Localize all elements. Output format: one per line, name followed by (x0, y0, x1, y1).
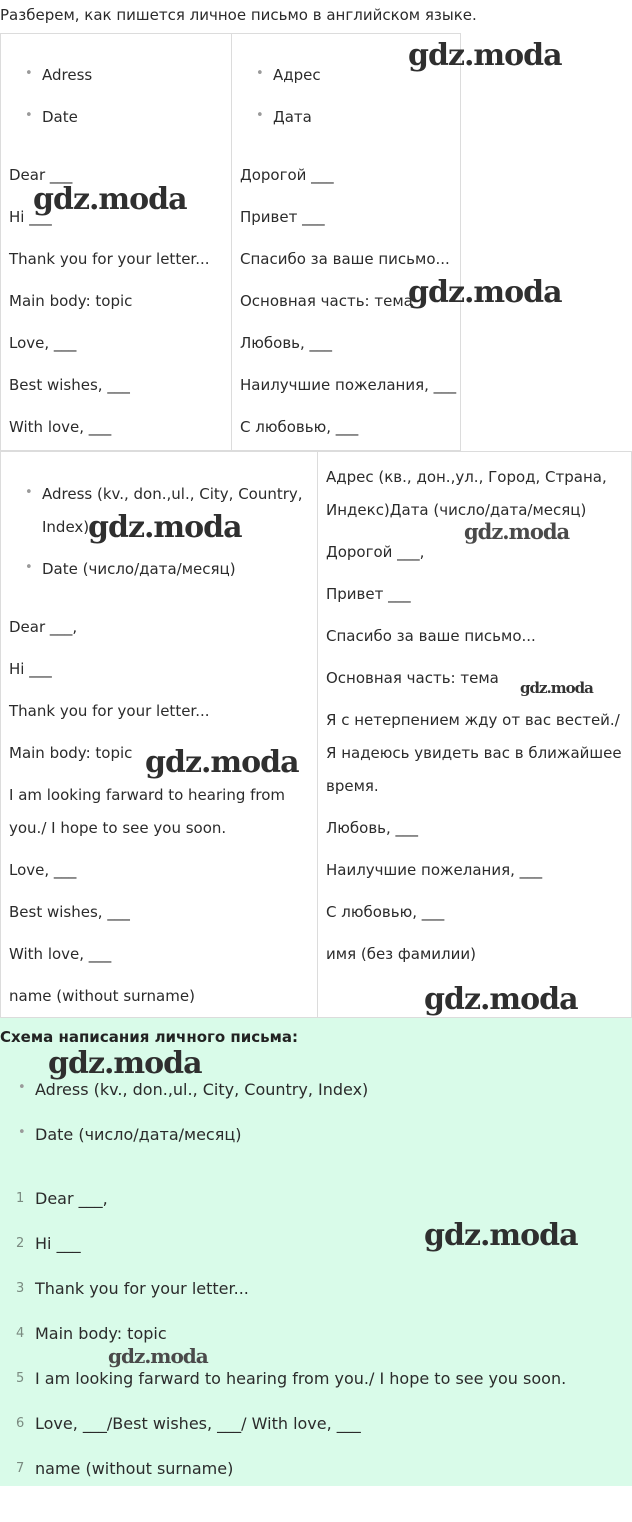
table-line: Привет ___ (240, 208, 325, 226)
table-line: Thank you for your letter... (9, 702, 210, 720)
table-line: Hi ___ (9, 660, 52, 678)
table-line: Best wishes, ___ (9, 903, 130, 921)
table-line: name (without surname) (9, 987, 195, 1005)
table-line: Dear ___, (9, 618, 78, 636)
watermark-logo: gdz.moda (145, 745, 299, 780)
list-item: Love, ___/Best wishes, ___/ With love, ___ (35, 1414, 361, 1433)
watermark-logo: gdz.moda (48, 1046, 202, 1081)
table-line: Я с нетерпением жду от вас вестей./ (326, 711, 620, 729)
table-line: Main body: topic (9, 292, 133, 310)
table-line: Hi ___ (9, 208, 52, 226)
table-line: Love, ___ (9, 334, 77, 352)
table-line: Привет ___ (326, 585, 411, 603)
table-line: С любовью, ___ (240, 418, 359, 436)
table-line: Индекс)Дата (число/дата/месяц) (326, 501, 587, 519)
list-item: name (without surname) (35, 1459, 234, 1478)
table-line: Love, ___ (9, 861, 77, 879)
table-line: Best wishes, ___ (9, 376, 130, 394)
table-line: With love, ___ (9, 418, 112, 436)
list-number: 2 (16, 1236, 25, 1251)
table-line: С любовью, ___ (326, 903, 445, 921)
watermark-logo: gdz.moda (108, 1344, 208, 1368)
watermark-logo: gdz.moda (408, 275, 562, 310)
list-item: • Adress (kv., don.,ul., City, Country, Index) (35, 1080, 368, 1099)
scheme-title: Схема написания личного письма: (0, 1028, 299, 1046)
table-1-english-cell (1, 34, 231, 450)
table-2-english-cell (1, 452, 317, 1017)
table-line: имя (без фамилии) (326, 945, 476, 963)
list-item: • Дата (273, 108, 312, 126)
table-line: Dear ___ (9, 166, 73, 184)
scheme-panel (0, 1018, 632, 1486)
table-line: I am looking farward to hearing from (9, 786, 286, 804)
watermark-logo: gdz.moda (33, 182, 187, 217)
table-line: you./ I hope to see you soon. (9, 819, 227, 837)
list-item: Main body: topic (35, 1324, 167, 1343)
list-item: • Adress (kv., don.,ul., City, Country, (42, 485, 303, 503)
table-1-russian-cell (231, 34, 460, 450)
table-line: Любовь, ___ (240, 334, 333, 352)
watermark-logo: gdz.moda (520, 679, 593, 697)
list-number: 7 (16, 1461, 25, 1476)
list-number: 5 (16, 1371, 25, 1386)
list-item: • Date (42, 108, 78, 126)
list-item: Thank you for your letter... (35, 1279, 249, 1298)
watermark-logo: gdz.moda (464, 519, 570, 544)
table-line: Наилучшие пожелания, ___ (240, 376, 457, 394)
table-line: Наилучшие пожелания, ___ (326, 861, 543, 879)
watermark-logo: gdz.moda (424, 982, 578, 1017)
table-line: Любовь, ___ (326, 819, 419, 837)
table-line: Дорогой ___ (240, 166, 334, 184)
list-number: 6 (16, 1416, 25, 1431)
table-line: Основная часть: тема (326, 669, 499, 687)
list-item: • Адрес (273, 66, 321, 84)
list-item: I am looking farward to hearing from you./ I hope to see you soon. (35, 1369, 567, 1388)
table-line: Дорогой ___, (326, 543, 425, 561)
list-item: • Adress (42, 66, 92, 84)
list-item: • Date (число/дата/месяц) (42, 560, 236, 578)
intro-text: Разберем, как пишется личное письмо в английском языке. (0, 6, 477, 24)
watermark-logo: gdz.moda (88, 510, 242, 545)
list-number: 3 (16, 1281, 25, 1296)
watermark-logo: gdz.moda (408, 38, 562, 73)
list-item-continuation: Index) (42, 518, 90, 536)
table-2-russian-cell (317, 452, 631, 1017)
table-2 (0, 451, 632, 1018)
watermark-logo: gdz.moda (424, 1218, 578, 1253)
table-1 (0, 33, 461, 451)
list-item: • Date (число/дата/месяц) (35, 1125, 241, 1144)
table-line: время. (326, 777, 379, 795)
list-number: 4 (16, 1326, 25, 1341)
table-line: Спасибо за ваше письмо... (326, 627, 536, 645)
table-line: Адрес (кв., дон.,ул., Город, Страна, (326, 468, 607, 486)
table-line: Спасибо за ваше письмо... (240, 250, 450, 268)
table-line: Thank you for your letter... (9, 250, 210, 268)
table-line: Основная часть: тема (240, 292, 413, 310)
list-number: 1 (16, 1191, 25, 1206)
list-item: Dear ___, (35, 1189, 108, 1208)
table-line: With love, ___ (9, 945, 112, 963)
table-line: Main body: topic (9, 744, 133, 762)
table-line: Я надеюсь увидеть вас в ближайшее (326, 744, 622, 762)
list-item: Hi ___ (35, 1234, 81, 1253)
